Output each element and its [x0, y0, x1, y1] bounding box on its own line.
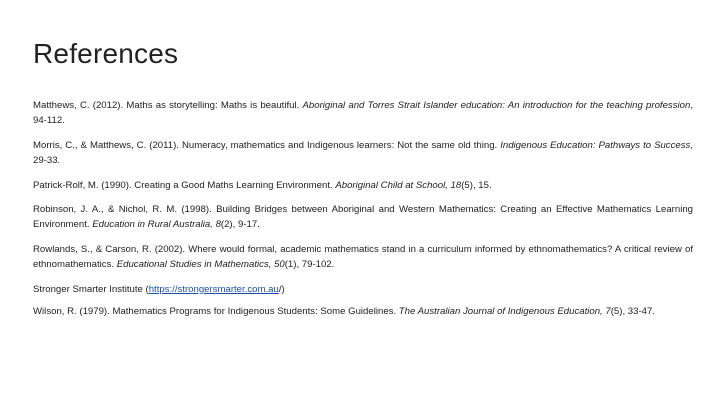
- reference-source: The Australian Journal of Indigenous Education, 7: [398, 306, 611, 318]
- reference-item: [33, 98, 693, 129]
- reference-source: Education in Rural Australia, 8: [92, 219, 221, 231]
- page-title: References: [33, 38, 179, 69]
- reference-source: Indigenous Education: Pathways to Success: [500, 139, 691, 151]
- reference-details: , 94-112.: [33, 100, 693, 127]
- reference-source: Educational Studies in Mathematics, 50: [116, 259, 285, 271]
- reference-item: [33, 138, 693, 169]
- reference-text: Stronger Smarter Institute (: [33, 283, 149, 295]
- reference-text: Matthews, C. (2012). Maths as storytelling: Maths is beautiful.: [33, 100, 303, 111]
- reference-details: , 29-33.: [33, 139, 694, 167]
- reference-link[interactable]: https://strongersmarter.com.au: [148, 283, 279, 295]
- reference-item: [33, 304, 693, 319]
- reference-source: Aboriginal and Torres Strait Islander education: An introduction for the teaching profession: [302, 100, 691, 111]
- reference-text: Rowlands, S., & Carson, R. (2002). Where would formal, academic mathematics stand in a curriculum informed by ethnomathematics? A critical review of ethnomathematics.: [33, 243, 693, 271]
- reference-item: [33, 282, 693, 297]
- reference-details: (1), 79-102.: [284, 259, 335, 271]
- reference-text: Wilson, R. (1979). Mathematics Programs for Indigenous Students: Some Guidelines.: [33, 306, 399, 318]
- reference-details: /): [278, 283, 285, 295]
- reference-source: Aboriginal Child at School, 18: [335, 179, 462, 191]
- reference-details: (5), 15.: [461, 179, 492, 191]
- reference-text: Patrick-Rolf, M. (1990). Creating a Good Maths Learning Environment.: [33, 179, 336, 191]
- reference-item: [33, 242, 693, 273]
- reference-item: [33, 178, 693, 193]
- reference-list: [33, 98, 693, 328]
- reference-text: Robinson, J. A., & Nichol, R. M. (1998). Building Bridges between Aboriginal and Western Mathematics: Creating an Effective Mathematics Learning Environment.: [33, 204, 693, 231]
- reference-item: [33, 202, 693, 233]
- reference-details: (2), 9-17.: [220, 219, 260, 231]
- reference-text: Morris, C., & Matthews, C. (2011). Numeracy, mathematics and Indigenous learners: Not the same old thing.: [33, 139, 501, 151]
- reference-details: (5), 33-47.: [610, 306, 655, 318]
